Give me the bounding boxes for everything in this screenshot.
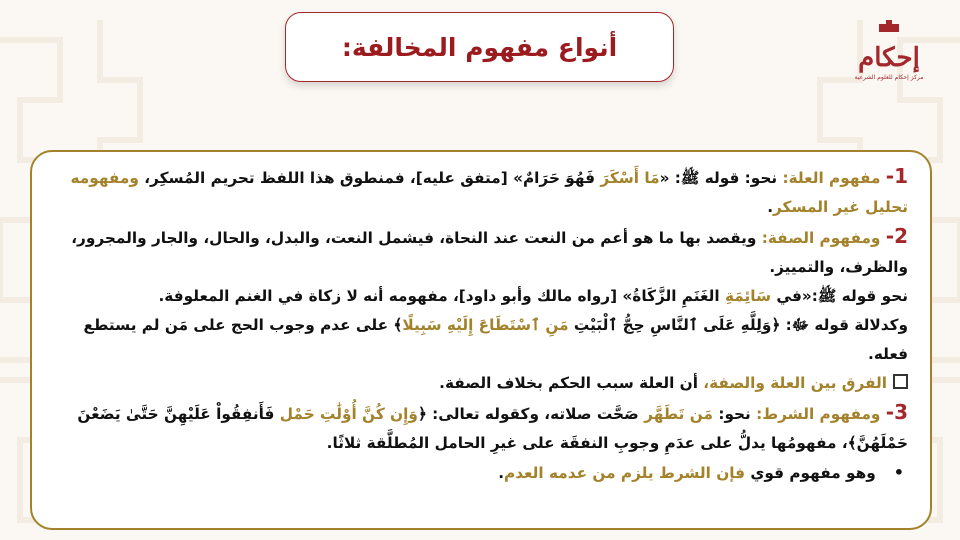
section-3-quote: مَن تَطَهَّر <box>644 405 713 423</box>
example-2-text-2: ﴾ على عدم وجوب الحج على مَن لم يستطع فعله. <box>83 316 908 363</box>
title-box <box>285 12 674 82</box>
difference-text: أن العلة سبب الحكم بخلاف الصفة. <box>439 374 704 392</box>
logo-subtitle: مركز إحكام للعلوم الشرعية <box>854 74 924 81</box>
logo-wordmark: إحكام <box>858 43 920 73</box>
section-1-text-2: فَهُوَ حَرَامٌ» [متفق عليه]، فمنطوق هذا اللفظ تحريم المُسكِر، <box>138 169 601 187</box>
example-2-quote: مَنِ ٱسْتَطَاعَ إِلَيْهِ سَبِيلًا <box>402 316 569 334</box>
section-3 <box>48 398 908 458</box>
section-1-text: نحو: قوله ﷺ: « <box>659 169 783 187</box>
section-1 <box>48 162 908 222</box>
section-3-text: نحو: <box>713 405 757 423</box>
section-2-number: 2- <box>885 224 908 248</box>
strength-note <box>48 458 908 488</box>
section-1-meaning: ومفهومه تحليل غير المسكر <box>70 169 908 216</box>
example-2-text: وكدلالة قوله ﷻ: ﴿وَلِلَّهِ عَلَى ٱلنَّاسِ حِجُّ ٱلْبَيْتِ <box>568 316 908 334</box>
strength-quote: فإن الشرط يلزم من عدمه العدم <box>504 464 746 482</box>
example-1-text: نحو قوله ﷺ:«في <box>771 287 908 305</box>
logo-building-icon <box>877 20 901 32</box>
logo <box>850 20 928 100</box>
example-1-quote: سَائِمَةِ <box>725 287 772 305</box>
section-1-end: . <box>767 198 773 216</box>
difference-label: الفرق بين العلة والصفة، <box>703 374 887 392</box>
section-3-quote-2: وَإِن كُنَّ أُوْلَٰتِ حَمْل <box>279 405 418 423</box>
section-3-text-2: صَحَّت صلاته، وكقوله تعالى: ﴿ <box>417 405 645 423</box>
section-1-number: 1- <box>885 164 908 188</box>
section-3-text-3: فَأَنفِقُواْ عَلَيْهِنَّ حَتَّىٰ يَضَعْنَ حَمْلَهُنَّ﴾، مفهومُها يدلُّ على عدَمِ وجوبِ النفقَة على غيرِ الحامل المُطلَّقة ثلاثًا. <box>77 405 908 452</box>
section-3-number: 3- <box>885 400 908 424</box>
section-1-label: مفهوم العلة: <box>782 169 881 187</box>
example-1-text-2: الغَنَمِ الزَّكَاةُ» [رواه مالك وأبو داود]، مفهومه أنه لا زكاة في الغنم المعلوفة. <box>158 287 725 305</box>
section-2-label: ومفهوم الصفة: <box>761 229 881 247</box>
example-1 <box>48 282 908 311</box>
section-1-quote: مَا أَسْكَرَ <box>600 169 660 187</box>
section-3-label: ومفهوم الشرط: <box>756 405 881 423</box>
slide-title: أنواع مفهوم المخالفة: <box>341 32 618 62</box>
dot-bullet-icon: • <box>893 463 904 482</box>
section-2-text: ويقصد بها ما هو أعم من النعت عند النحاة، فيشمل النعت، والبدل، والحال، والجار والمجرور، والظرف، والتمييز. <box>71 229 908 276</box>
content-box <box>30 150 932 530</box>
strength-text: وهو مفهوم قوي <box>745 464 876 482</box>
strength-end: . <box>498 464 504 482</box>
square-bullet-icon <box>893 374 908 389</box>
example-2 <box>48 311 908 369</box>
difference-note <box>48 369 908 398</box>
section-2 <box>48 222 908 282</box>
